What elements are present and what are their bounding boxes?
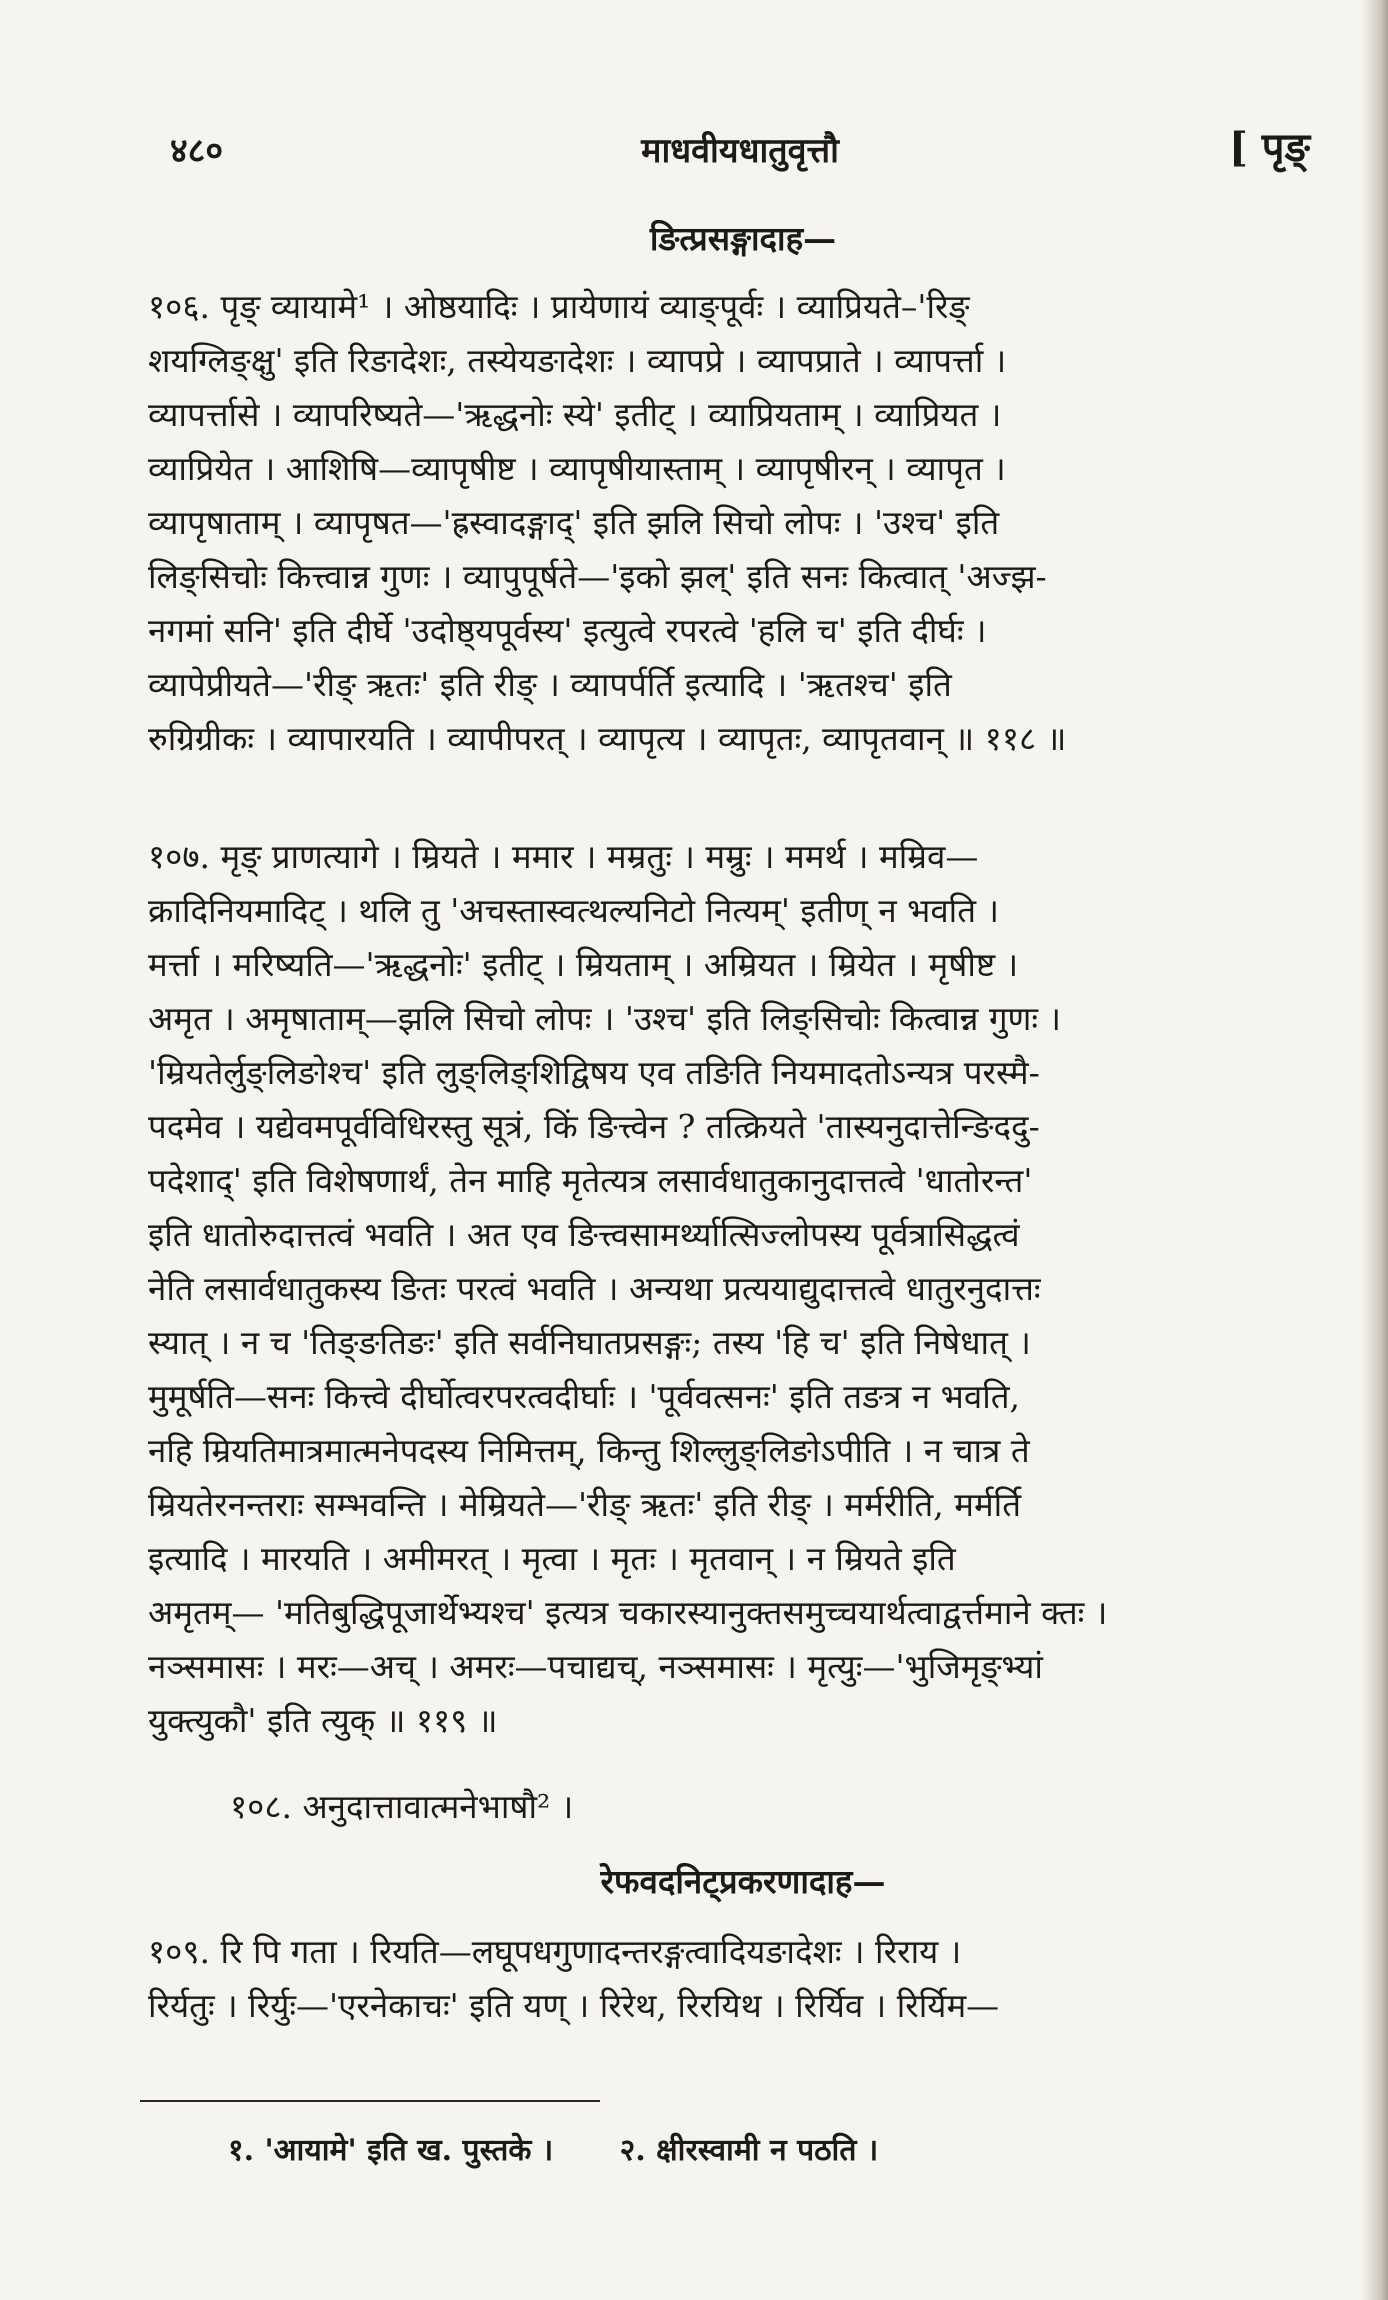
text-line: पदमेव । यद्येवमपूर्वविधिरस्तु सूत्रं, किं ङित्त्वेन ? तत्क्रियते 'तास्यनुदात्तेन्ङिददु-: [148, 1107, 1040, 1146]
paragraph-107: [148, 830, 1338, 1748]
text-line: व्यापर्त्तासे । व्यापरिष्यते—'ऋद्धनोः स्ये' इतीट् । व्याप्रियताम् । व्याप्रियत ।: [148, 395, 1002, 434]
section-heading-1: ङित्प्रसङ्गादाह—: [649, 219, 837, 258]
text-line: १०६. पृङ् व्यायामे¹ । ओष्ठयादिः । प्रायेणायं व्याङ्पूर्वः । व्याप्रियते–'रिङ्: [148, 287, 970, 326]
text-line: अमृत । अमृषाताम्—झलि सिचो लोपः । 'उश्च' इति लिङ्सिचोः कित्वान्न गुणः ।: [148, 999, 1062, 1038]
text-line: 'म्रियतेर्लुङ्लिङोश्च' इति लुङ्लिङ्शिद्विषय एव तङिति नियमादतोऽन्यत्र परस्मै-: [148, 1053, 1040, 1092]
running-header: [170, 118, 1310, 178]
footnote-1: १. 'आयामे' इति ख. पुस्तके ।: [228, 2133, 554, 2168]
text-line: इत्यादि । मारयति । अमीमरत् । मृत्वा । मृतः । मृतवान् । न म्रियते इति: [148, 1539, 956, 1578]
text-line: नेति लसार्वधातुकस्य ङितः परत्वं भवति । अन्यथा प्रत्ययाद्युदात्तत्वे धातुरनुदात्तः: [148, 1269, 1041, 1308]
footnote-divider: [140, 2100, 600, 2102]
text-line: म्रियतेरनन्तराः सम्भवन्ति । मेम्रियते—'रीङ् ऋतः' इति रीङ् । मर्मरीति, मर्मर्ति: [148, 1485, 1022, 1524]
text-line: पदेशाद्' इति विशेषणार्थं, तेन माहि मृतेत्यत्र लसार्वधातुकानुदात्तत्वे 'धातोरन्त': [148, 1161, 1033, 1200]
text-line: स्यात् । न च 'तिङ्ङतिङः' इति सर्वनिघातप्रसङ्गः; तस्य 'हि च' इति निषेधात् ।: [148, 1323, 1031, 1362]
text-line: १०७. मृङ् प्राणत्यागे । म्रियते । ममार । मम्रतुः । मम्रुः । ममर्थ । मम्रिव—: [148, 837, 979, 876]
root-marker: [ पृङ्: [1228, 124, 1310, 171]
page-spine-shadow: [1362, 0, 1388, 2300]
text-line: मर्त्ता । मरिष्यति—'ऋद्धनोः' इतीट् । म्रियताम् । अम्रियत । म्रियेत । मृषीष्ट ।: [148, 945, 1019, 984]
paragraph-109: [148, 1925, 1338, 2033]
footnotes: [228, 2128, 934, 2169]
paragraph-106: [148, 280, 1338, 766]
text-line: व्यापृषाताम् । व्यापृषत—'ह्रस्वादङ्गाद्' इति झलि सिचो लोपः । 'उश्च' इति: [148, 503, 1000, 542]
text-line: व्यापेप्रीयते—'रीङ् ऋतः' इति रीङ् । व्यापर्पर्ति इत्यादि । 'ऋतश्च' इति: [148, 665, 952, 704]
footnote-2: २. क्षीरस्वामी न पठति ।: [619, 2133, 879, 2168]
text-line: रिर्यतुः । रिर्युः—'एरनेकाचः' इति यण् । रिरेथ, रिरयिथ । रिर्यिव । रिर्यिम—: [148, 1986, 1000, 2025]
text-line: मुमूर्षति—सनः कित्त्वे दीर्घोत्वरपरत्वदीर्घाः । 'पूर्ववत्सनः' इति तङत्र न भवति,: [148, 1377, 1021, 1416]
text-line: रुग्रिग्रीकः । व्यापारयति । व्यापीपरत् । व्यापृत्य । व्यापृतः, व्यापृतवान् ॥ ११८ ॥: [148, 719, 1067, 758]
running-title: माधवीयधातुवृत्तौ: [641, 131, 839, 171]
text-line: लिङ्सिचोः कित्त्वान्न गुणः । व्यापुपूर्षते—'इको झल्' इति सनः कित्वात् 'अज्झ-: [148, 557, 1047, 596]
text-line: नहि म्रियतिमात्रमात्मनेपदस्य निमित्तम्, किन्तु शिल्लुङ्लिङोऽपीति । न चात्र ते: [148, 1431, 1030, 1470]
text-line: नगमां सनि' इति दीर्घे 'उदोष्ठ्यपूर्वस्य' इत्युत्वे रपरत्वे 'हलि च' इति दीर्घः ।: [148, 611, 987, 650]
text-line: अमृतम्— 'मतिबुद्धिपूजार्थेभ्यश्च' इत्यत्र चकारस्यानुक्तसमुच्चयार्थत्वाद्वर्त्तमाने क्तः ।: [148, 1593, 1108, 1632]
page-number: ४८०: [170, 131, 224, 171]
text-line: नञ्समासः । मरः—अच् । अमरः—पचाद्यच्, नञ्समासः । मृत्युः—'भुजिमृङ्भ्यां: [148, 1647, 1043, 1686]
text-line: व्याप्रियेत । आशिषि—व्यापृषीष्ट । व्यापृषीयास्ताम् । व्यापृषीरन् । व्यापृत ।: [148, 449, 1006, 488]
text-line: १०९. रि पि गता । रियति—लघूपधगुणादन्तरङ्गत्वादियङादेशः । रिराय ।: [148, 1932, 962, 1971]
text-line: शयग्लिङ्क्षु' इति रिङादेशः, तस्येयङादेशः । व्यापप्रे । व्यापप्राते । व्यापर्त्ता ।: [148, 341, 1007, 380]
text-line: १०८. अनुदात्तावात्मनेभाषौ² ।: [230, 1787, 574, 1826]
text-line: युक्त्युकौ' इति त्युक् ॥ ११९ ॥: [148, 1701, 498, 1740]
text-line: क्रादिनियमादिट् । थलि तु 'अचस्तास्वत्थल्यनिटो नित्यम्' इतीण् न भवति ।: [148, 891, 1000, 930]
paragraph-108: [230, 1780, 1388, 1834]
section-heading-2: रेफवदनिट्प्रकरणादाह—: [600, 1862, 886, 1901]
text-line: इति धातोरुदात्तत्वं भवति । अत एव ङित्त्वसामर्थ्यात्सिज्लोपस्य पूर्वत्रासिद्धत्वं: [148, 1215, 1020, 1254]
